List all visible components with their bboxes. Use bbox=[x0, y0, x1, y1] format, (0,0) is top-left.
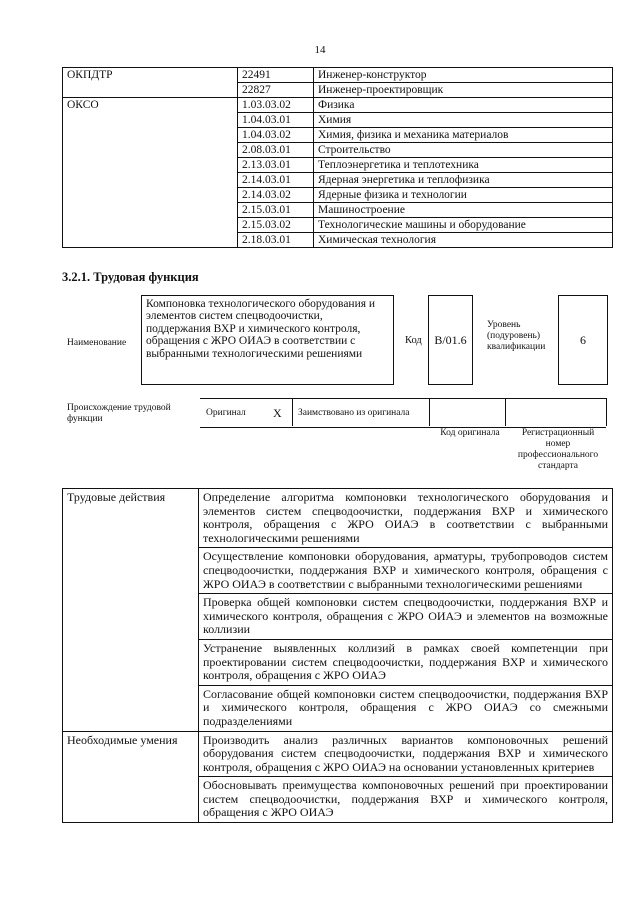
origin-label: Происхождение трудовой функции bbox=[67, 403, 171, 424]
classifier-title: Строительство bbox=[314, 143, 613, 158]
classifier-code: 2.15.03.02 bbox=[238, 218, 314, 233]
classifier-row bbox=[63, 98, 613, 113]
labor-action-row bbox=[63, 489, 613, 548]
section-title: 3.2.1. Трудовая функция bbox=[62, 270, 199, 284]
labor-action-text: Проверка общей компоновки систем спецводоочистки, поддержания ВХР и химического контроля, обращения с ЖРО ОИАЭ и элементов на возможные коллизии bbox=[199, 594, 613, 640]
borrowed-label: Заимствовано из оригинала bbox=[298, 408, 410, 418]
skill-text: Обосновывать преимущества компоновочных решений при проектировании систем спецводоочистки, поддержания ВХР и химического контроля, обращения с ЖРО ОИАЭ bbox=[199, 777, 613, 823]
labor-action-text: Согласование общей компоновки систем спецводоочистки, поддержания ВХР и химического контроля, обращения с ЖРО ОИАЭ со смежными подразделениями bbox=[199, 685, 613, 731]
classifier-code: 22827 bbox=[238, 83, 314, 98]
labor-action-text: Устранение выявленных коллизий в рамках своей компетенции при проектировании систем спецводоочистки, поддержания ВХР и химического контроля, обращения с ЖРО ОИАЭ bbox=[199, 639, 613, 685]
classifier-table bbox=[62, 67, 613, 248]
classifier-title: Химия bbox=[314, 113, 613, 128]
classifier-code: 2.14.03.02 bbox=[238, 188, 314, 203]
level-value: 6 bbox=[580, 332, 586, 347]
origin-divider bbox=[429, 398, 430, 426]
original-label: Оригинал bbox=[206, 408, 246, 418]
actions-table bbox=[62, 488, 613, 823]
classifier-row bbox=[63, 68, 613, 83]
labor-action-text: Определение алгоритма компоновки технологического оборудования и элементов систем спецводоочистки, поддержания ВХР и химического контроля, обращения с ЖРО ОИАЭ в соответствии с выбранными технологическими решениями bbox=[199, 489, 613, 548]
classifier-title: Химическая технология bbox=[314, 233, 613, 248]
function-code-value: B/01.6 bbox=[434, 332, 467, 347]
labor-action-group-label: Трудовые действия bbox=[63, 489, 199, 732]
classifier-code: 22491 bbox=[238, 68, 314, 83]
page-number: 14 bbox=[314, 44, 326, 56]
origin-row bbox=[200, 398, 606, 428]
code-label: Код bbox=[405, 335, 422, 346]
origin-divider bbox=[292, 398, 293, 426]
classifier-code: 2.15.03.01 bbox=[238, 203, 314, 218]
skill-group-label: Необходимые умения bbox=[63, 731, 199, 823]
function-code-box bbox=[428, 295, 473, 385]
classifier-title: Ядерные физика и технологии bbox=[314, 188, 613, 203]
classifier-title: Инженер-конструктор bbox=[314, 68, 613, 83]
level-label: Уровень (подуровень) квалификации bbox=[487, 320, 546, 352]
classifier-code: 2.18.03.01 bbox=[238, 233, 314, 248]
origin-divider bbox=[505, 398, 506, 426]
level-box bbox=[558, 295, 608, 385]
function-name-box bbox=[141, 295, 394, 385]
classifier-title: Машиностроение bbox=[314, 203, 613, 218]
classifier-title: Инженер-проектировщик bbox=[314, 83, 613, 98]
classifier-code: 1.03.03.02 bbox=[238, 98, 314, 113]
classifier-code: 2.14.03.01 bbox=[238, 173, 314, 188]
classifier-name: ОКПДТР bbox=[63, 68, 238, 98]
original-mark: X bbox=[273, 405, 282, 420]
labor-action-text: Осуществление компоновки оборудования, арматуры, трубопроводов систем спецводоочистки, поддержания ВХР и химического контроля, обращения с ЖРО ОИАЭ в соответствии с выбранными технологическими решениями bbox=[199, 548, 613, 594]
function-name-value: Компоновка технологического оборудования и элементов систем спецводоочистки, поддержания ВХР и химического контроля, обращения с ЖРО ОИАЭ в соответствии с выбранными технологическими решениями bbox=[146, 298, 376, 360]
skill-row bbox=[63, 731, 613, 777]
name-label: Наименование bbox=[67, 338, 127, 348]
code-original-caption: Код оригинала bbox=[440, 428, 500, 438]
classifier-code: 2.13.03.01 bbox=[238, 158, 314, 173]
classifier-title: Технологические машины и оборудование bbox=[314, 218, 613, 233]
classifier-title: Ядерная энергетика и теплофизика bbox=[314, 173, 613, 188]
classifier-title: Теплоэнергетика и теплотехника bbox=[314, 158, 613, 173]
classifier-code: 2.08.03.01 bbox=[238, 143, 314, 158]
classifier-title: Физика bbox=[314, 98, 613, 113]
classifier-code: 1.04.03.01 bbox=[238, 113, 314, 128]
skill-text: Производить анализ различных вариантов компоновочных решений оборудования систем спецводоочистки, поддержания ВХР и химического контроля, обращения с ЖРО ОИАЭ на основании установленных критериев bbox=[199, 731, 613, 777]
reg-number-caption: Регистрационный номер профессионального стандарта bbox=[517, 428, 599, 471]
origin-divider bbox=[606, 398, 607, 426]
classifier-title: Химия, физика и механика материалов bbox=[314, 128, 613, 143]
classifier-code: 1.04.03.02 bbox=[238, 128, 314, 143]
classifier-name: ОКСО bbox=[63, 98, 238, 248]
